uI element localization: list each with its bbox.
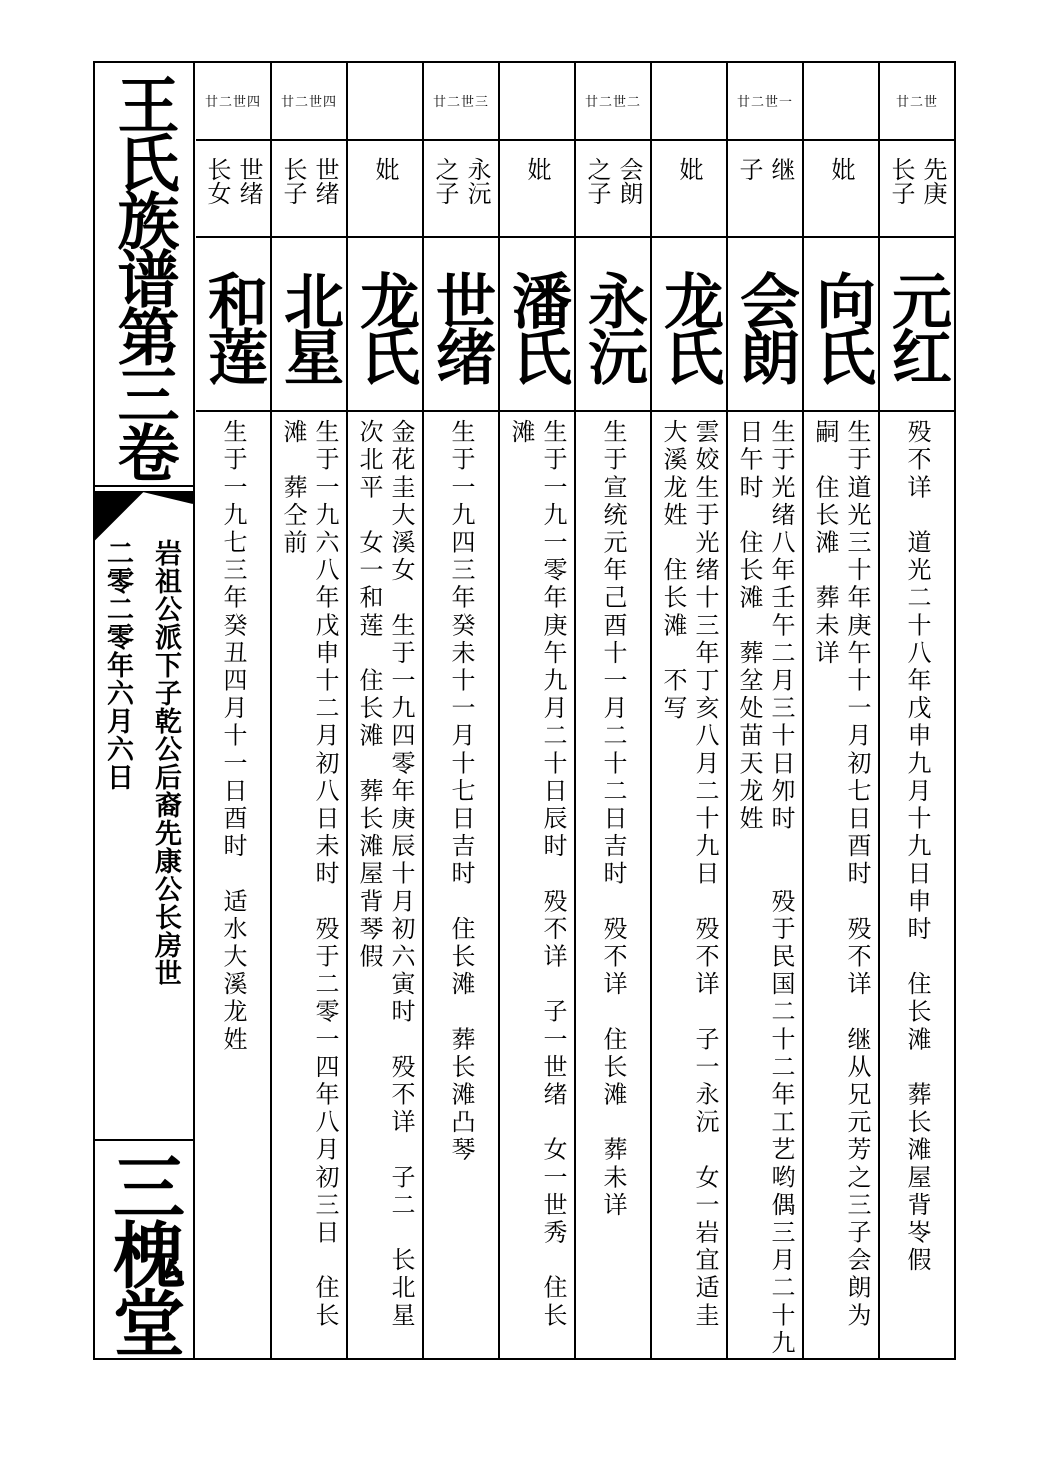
- person-name: 龙氏: [350, 270, 420, 382]
- genealogy-grid: [195, 61, 956, 1360]
- person-name: 世绪: [426, 270, 496, 382]
- generation-label: 廿二世四: [280, 94, 337, 110]
- relation-cell: [804, 141, 878, 236]
- relation-label: 世绪 长女: [203, 157, 263, 205]
- relation-cell: [500, 141, 574, 236]
- name-cell: [196, 238, 270, 410]
- entry-column: [424, 61, 500, 1360]
- biography-text: 殁不详 道光二十八年戊申九月十九日申时 住长滩 葬长滩屋背岺假: [903, 419, 931, 1275]
- relation-cell: [196, 141, 270, 236]
- bio-cell: [804, 413, 878, 1358]
- name-cell: [500, 238, 574, 410]
- relation-label: 妣: [523, 157, 551, 181]
- bio-cell: [424, 413, 498, 1358]
- person-name: 元红: [882, 270, 952, 382]
- fishtail-ornament: [93, 491, 193, 541]
- biography-text: 生于一九四三年癸未十一月十七日吉时 住长滩 葬长滩凸琴: [447, 419, 475, 1165]
- person-name: 会朗: [730, 270, 800, 382]
- person-name: 永沅: [578, 270, 648, 382]
- book-title: 王氏族谱第三卷: [107, 73, 180, 479]
- name-cell: [272, 238, 346, 410]
- person-name: 龙氏: [654, 270, 724, 382]
- generation-label: 廿二世三: [432, 94, 489, 110]
- generation-label: 廿二世四: [204, 94, 261, 110]
- bio-cell: [576, 413, 650, 1358]
- person-name: 北星: [274, 270, 344, 382]
- biography-text: 雲姣生于光绪十三年丁亥八月二十九日 殁不详 子一永沅 女一岩宜适圭 大溪龙姓 住长滩 不写: [659, 419, 719, 1330]
- compile-date: 二零二零年六月六日: [102, 539, 133, 791]
- relation-label: 妣: [675, 157, 703, 181]
- relation-cell: [348, 141, 422, 236]
- generation-label: 廿二世: [895, 94, 938, 110]
- relation-label: 妣: [827, 157, 855, 181]
- person-name: 向氏: [806, 270, 876, 382]
- relation-label: 世绪 长子: [279, 157, 339, 205]
- hall-divider: [93, 1139, 193, 1141]
- biography-text: 生于一九六八年戊申十二月初八日未时 殁于二零一四年八月初三日 住长 滩 葬仝前: [279, 419, 339, 1330]
- relation-label: 先庚 长子: [887, 157, 947, 205]
- name-cell: [348, 238, 422, 410]
- generation-label: [500, 61, 574, 139]
- generation-label: [804, 61, 878, 139]
- entry-column: [348, 61, 424, 1360]
- person-name: 潘氏: [502, 270, 572, 382]
- relation-label: 会朗 之子: [583, 157, 643, 205]
- entry-column: [804, 61, 880, 1360]
- entry-column: [196, 61, 272, 1360]
- biography-text: 生于道光三十年庚午十一月初七日酉时 殁不详 继从兄元芳之三子会朗为 嗣 住长滩 葬未详: [811, 419, 871, 1330]
- entry-column: [652, 61, 728, 1360]
- name-cell: [728, 238, 802, 410]
- entry-column: [272, 61, 348, 1360]
- branch-lineage: 岩祖公派下子乾公后裔先康公长房世: [150, 539, 181, 987]
- biography-text: 生于一九一零年庚午九月二十日辰时 殁不详 子一世绪 女一世秀 住长 滩: [507, 419, 567, 1330]
- name-cell: [652, 238, 726, 410]
- name-cell: [804, 238, 878, 410]
- bio-cell: [500, 413, 574, 1358]
- person-name: 和莲: [198, 270, 268, 382]
- generation-label: [652, 61, 726, 139]
- relation-cell: [272, 141, 346, 236]
- hall-name: 三槐堂: [101, 1149, 186, 1354]
- relation-label: 妣: [371, 157, 399, 181]
- biography-text: 生于一九七三年癸丑四月十一日酉时 适水大溪龙姓: [219, 419, 247, 1054]
- biography-text: 生于光绪八年壬午二月三十日夘时 殁于民国二十二年工艺哟偶三月二十九 日午时 住长滩 葬坌处苗天龙姓: [735, 419, 795, 1358]
- relation-label: 继 子: [735, 157, 795, 181]
- generation-label: 廿二世一: [736, 94, 793, 110]
- relation-cell: [576, 141, 650, 236]
- relation-cell: [728, 141, 802, 236]
- entry-column: [880, 61, 956, 1360]
- entry-column: [576, 61, 652, 1360]
- bio-cell: [348, 413, 422, 1358]
- generation-label: 廿二世二: [584, 94, 641, 110]
- relation-label: 永沅 之子: [431, 157, 491, 205]
- bio-cell: [652, 413, 726, 1358]
- name-cell: [576, 238, 650, 410]
- name-cell: [424, 238, 498, 410]
- relation-cell: [652, 141, 726, 236]
- biography-text: 生于宣统元年己酉十一月二十二日吉时 殁不详 住长滩 葬未详: [599, 419, 627, 1220]
- bio-cell: [272, 413, 346, 1358]
- biography-text: 金花圭大溪女 生于一九四零年庚辰十月初六寅时 殁不详 子二 长北星 次北平 女一和莲 住长滩 葬长滩屋背琴假: [355, 419, 415, 1330]
- generation-label: [348, 61, 422, 139]
- left-title-panel: [93, 61, 195, 1360]
- entry-column: [500, 61, 576, 1360]
- relation-cell: [880, 141, 954, 236]
- relation-cell: [424, 141, 498, 236]
- bio-cell: [196, 413, 270, 1358]
- name-cell: [880, 238, 954, 410]
- title-divider: [93, 485, 193, 487]
- entry-column: [728, 61, 804, 1360]
- bio-cell: [880, 413, 954, 1358]
- bio-cell: [728, 413, 802, 1358]
